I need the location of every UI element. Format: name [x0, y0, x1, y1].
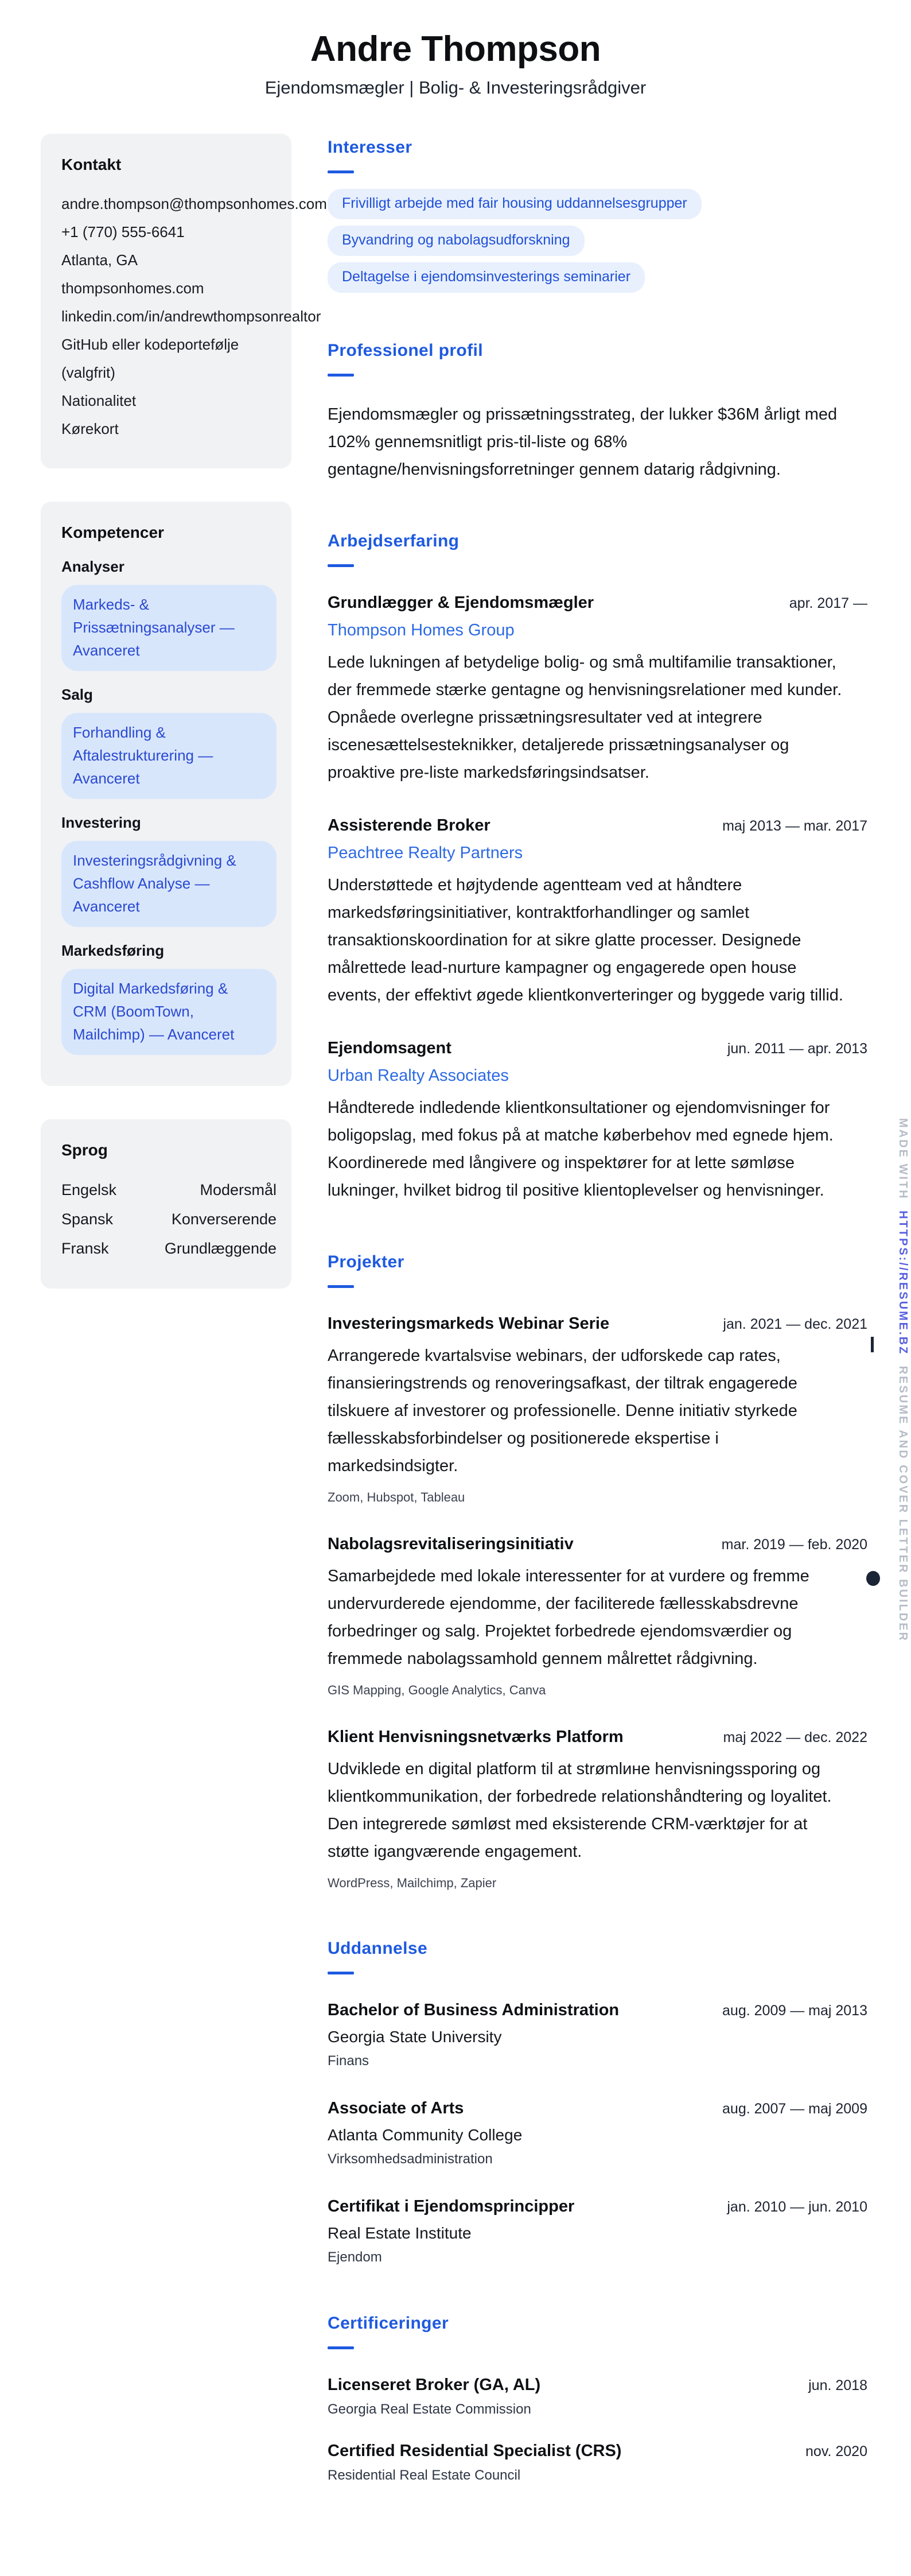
skill-pill: Markeds- & Prissætningsanalyser — Avanceret — [61, 585, 277, 671]
certification-entry — [328, 2376, 867, 2418]
study-field: Virksomhedsadministration — [328, 2151, 493, 2167]
company-link[interactable]: Urban Realty Associates — [328, 1066, 509, 1085]
education-dates: aug. 2009 — maj 2013 — [722, 2003, 867, 2019]
language-name: Engelsk — [61, 1181, 117, 1198]
skill-category: Investering — [61, 814, 141, 831]
main-column — [328, 134, 867, 2508]
section-underline — [328, 170, 354, 173]
job-role: Ejendomsagent — [328, 1039, 451, 1057]
certification-org: Residential Real Estate Council — [328, 2468, 521, 2483]
project-name: Investeringsmarkeds Webinar Serie — [328, 1314, 610, 1333]
job-entry — [328, 1039, 867, 1204]
degree-name: Certifikat i Ejendomsprincipper — [328, 2197, 575, 2216]
project-entry — [328, 1314, 867, 1505]
language-level: Konverserende — [171, 1211, 277, 1228]
edge-artifact-bar — [871, 1337, 874, 1352]
job-dates: jun. 2011 — apr. 2013 — [727, 1041, 867, 1057]
section-title: Uddannelse — [328, 1939, 428, 1958]
contact-title: Kontakt — [61, 156, 122, 173]
language-row — [61, 1176, 277, 1205]
watermark-made-with: MADE WITH — [897, 1118, 909, 1200]
language-name: Fransk — [61, 1240, 109, 1257]
education-entry — [328, 2099, 867, 2167]
interest-tags — [328, 189, 867, 293]
skill-category: Salg — [61, 686, 93, 703]
languages-card — [41, 1119, 291, 1289]
languages-title: Sprog — [61, 1141, 108, 1159]
job-entry — [328, 816, 867, 1009]
skill-pill: Digital Markedsføring & CRM (BoomTown, Mailchimp) — Avanceret — [61, 969, 277, 1055]
job-subtitle: Ejendomsmægler | Bolig- & Investeringsrådgiver — [264, 77, 647, 98]
interest-tag: Frivilligt arbejde med fair housing uddannelsesgrupper — [328, 189, 702, 219]
school-name: Atlanta Community College — [328, 2126, 523, 2144]
skill-group — [61, 558, 277, 671]
page-title: Andre Thompson — [310, 29, 601, 69]
company-link[interactable]: Peachtree Realty Partners — [328, 844, 523, 862]
school-name: Real Estate Institute — [328, 2224, 472, 2242]
company-link[interactable]: Thompson Homes Group — [328, 621, 515, 639]
degree-name: Associate of Arts — [328, 2099, 464, 2117]
job-dates: maj 2013 — mar. 2017 — [722, 818, 867, 834]
project-tools: GIS Mapping, Google Analytics, Canva — [328, 1683, 546, 1697]
section-underline — [328, 564, 354, 567]
section-underline — [328, 374, 354, 377]
school-name: Georgia State University — [328, 2028, 502, 2046]
project-tools: WordPress, Mailchimp, Zapier — [328, 1876, 497, 1890]
language-row — [61, 1205, 277, 1234]
job-description: Lede lukningen af betydelige bolig- og små multifamilie transaktioner, der fremmede stærke gentagne og henvisningsrelationer med kunder. Opnåede overlegne prissætningsresultater ved at integrere iscenesættelsesteknikker, detaljerede prissætningsanalyser og proaktive pre-liste markedsføringsindsatser. — [328, 653, 842, 782]
project-name: Klient Henvisningsnetværks Platform — [328, 1728, 624, 1746]
skill-group — [61, 686, 277, 799]
resume-header — [0, 0, 911, 98]
certification-name: Licenseret Broker (GA, AL) — [328, 2376, 541, 2394]
project-tools: Zoom, Hubspot, Tableau — [328, 1490, 465, 1504]
project-entry — [328, 1535, 867, 1698]
sidebar — [41, 134, 327, 2508]
skill-pill: Investeringsrådgivning & Cashflow Analyse — Avanceret — [61, 841, 277, 927]
certification-entry — [328, 2442, 867, 2484]
project-description: Arrangerede kvartalsvise webinars, der udforskede cap rates, finansieringstrends og renoveringsafkast, der tiltrak engagerede tilskuere af investorer og professionelle. Denne initiativ styrkede fællesskabsforbindelser og positionerede ekspertise i markedsindsigter. — [328, 1347, 797, 1475]
section-experience — [328, 532, 867, 1204]
section-title: Projekter — [328, 1252, 404, 1271]
certification-org: Georgia Real Estate Commission — [328, 2402, 531, 2417]
study-field: Ejendom — [328, 2249, 382, 2265]
education-dates: jan. 2010 — jun. 2010 — [727, 2199, 867, 2215]
certification-date: nov. 2020 — [805, 2443, 867, 2459]
skill-group — [61, 942, 277, 1055]
study-field: Finans — [328, 2053, 369, 2069]
project-description: Samarbejdede med lokale interessenter for at vurdere og fremme undervurderede ejendomme, der faciliterede fællesskabsdrevne forbedringer og salg. Projektet forbedrede ejendomsværdier og fremmede nabolagssamhold gennem målrettet rådgivning. — [328, 1567, 809, 1668]
section-underline — [328, 1285, 354, 1288]
section-title: Professionel profil — [328, 341, 483, 360]
certification-date: jun. 2018 — [808, 2377, 867, 2393]
interest-tag: Byvandring og nabolagsudforskning — [328, 226, 585, 256]
section-underline — [328, 2346, 354, 2349]
section-certifications — [328, 2314, 867, 2484]
job-dates: apr. 2017 — — [789, 595, 867, 611]
edge-artifact-dot — [866, 1571, 880, 1586]
section-title: Arbejdserfaring — [328, 532, 460, 550]
contact-website: thompsonhomes.com — [61, 280, 204, 297]
job-role: Assisterende Broker — [328, 816, 490, 835]
skill-group — [61, 814, 277, 927]
skill-category: Analyser — [61, 558, 124, 575]
section-profile — [328, 341, 867, 483]
project-dates: jan. 2021 — dec. 2021 — [723, 1316, 867, 1332]
project-description: Udviklede en digital platform til at strømlине henvisningssporing og klientkommunikation, der forbedrede relationshåndtering og loyalitet. Den integrerede sømløst med eksisterende CRM-værktøjer for at støtte igangværende engagement. — [328, 1760, 832, 1861]
job-description: Understøttede et højtydende agentteam ved at håndtere markedsføringsinitiativer, kontraktforhandlinger og samlet transaktionskoordination for at sikre glatte processer. Designede målrettede lead-nurture kampagner og engagerede open house events, der effektivt øgede klientkonverteringer og byggede varig tillid. — [328, 876, 843, 1004]
project-dates: mar. 2019 — feb. 2020 — [721, 1537, 867, 1553]
content-columns — [0, 134, 911, 2508]
contact-phone: +1 (770) 555-6641 — [61, 223, 185, 240]
skills-title: Kompetencer — [61, 523, 164, 541]
skill-category: Markedsføring — [61, 942, 165, 959]
job-description: Håndterede indledende klientkonsultationer og ejendomvisninger for boligopslag, med fokus på at matche køberbehov med egnede hjem. Koordinerede med långivere og inspektører for at lette sømløse lukninger, hvilket bidrog til positive klientoplevelser og henvisninger. — [328, 1099, 834, 1200]
contact-nationality: Nationalitet — [61, 392, 137, 409]
project-entry — [328, 1728, 867, 1891]
certification-name: Certified Residential Specialist (CRS) — [328, 2442, 622, 2460]
job-entry — [328, 593, 867, 786]
education-entry — [328, 2197, 867, 2265]
language-level: Modersmål — [200, 1181, 277, 1198]
interest-tag: Deltagelse i ejendomsinvesterings seminarier — [328, 262, 645, 293]
section-interests — [328, 138, 867, 293]
section-projects — [328, 1252, 867, 1891]
contact-email: andre.thompson@thompsonhomes.com — [61, 195, 327, 212]
skill-pill: Forhandling & Aftalestrukturering — Avanceret — [61, 713, 277, 799]
contact-drivers-license: Kørekort — [61, 420, 119, 437]
contact-card — [41, 134, 327, 468]
section-title: Certificeringer — [328, 2314, 449, 2333]
education-dates: aug. 2007 — maj 2009 — [722, 2101, 867, 2117]
section-education — [328, 1939, 867, 2265]
language-row — [61, 1234, 277, 1263]
builder-url-link[interactable]: HTTPS://RESUME.BZ — [897, 1211, 909, 1356]
profile-summary: Ejendomsmægler og prissætningsstrateg, der lukker $36M årligt med 102% gennemsnitligt pris-til-liste og 68% gentagne/henvisningsforretninger gennem datarig rådgivning. — [328, 405, 838, 479]
education-entry — [328, 2001, 867, 2069]
project-dates: maj 2022 — dec. 2022 — [723, 1729, 867, 1745]
language-level: Grundlæggende — [164, 1240, 277, 1257]
section-underline — [328, 1972, 354, 1974]
language-name: Spansk — [61, 1211, 114, 1228]
contact-github: GitHub eller kodeportefølje (valgfrit) — [61, 336, 239, 381]
skills-card — [41, 502, 291, 1086]
contact-linkedin: linkedin.com/in/andrewthompsonrealtor — [61, 308, 321, 325]
watermark-tagline: RESUME AND COVER LETTER BUILDER — [897, 1365, 909, 1642]
degree-name: Bachelor of Business Administration — [328, 2001, 620, 2019]
section-title: Interesser — [328, 138, 412, 157]
project-name: Nabolagsrevitaliseringsinitiativ — [328, 1535, 574, 1553]
builder-watermark — [897, 1118, 909, 1642]
job-role: Grundlægger & Ejendomsmægler — [328, 593, 594, 612]
contact-location: Atlanta, GA — [61, 251, 138, 269]
